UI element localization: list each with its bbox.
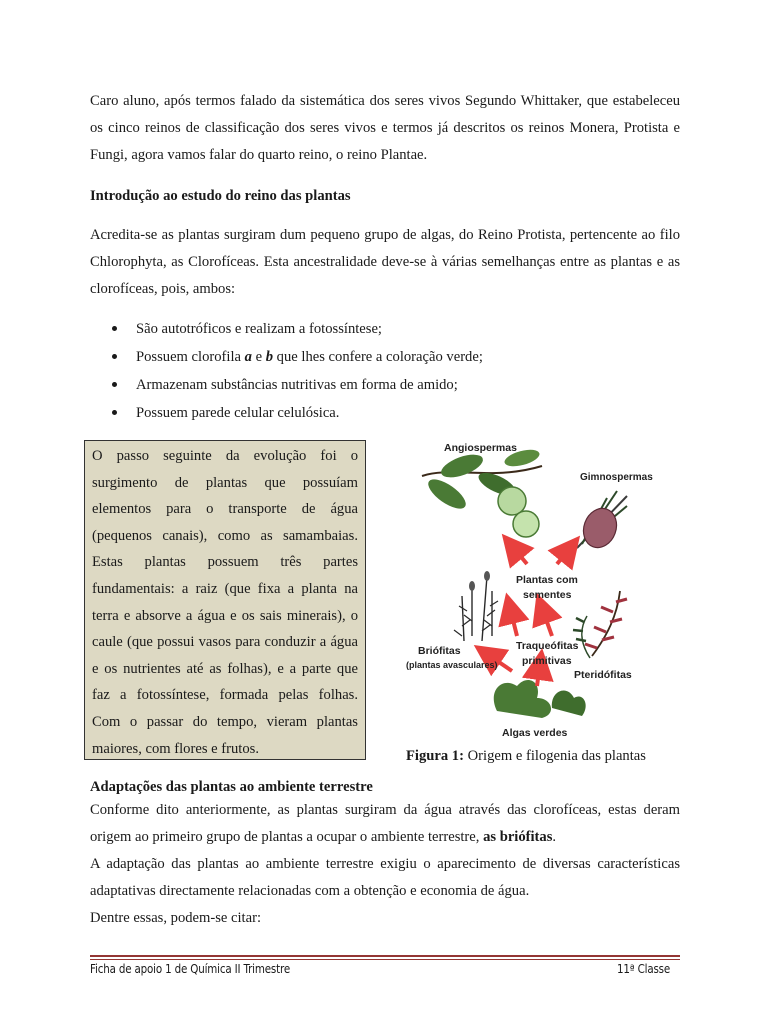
angiosperm-illustration [422, 447, 542, 537]
label-plantas-com: Plantas com [516, 574, 578, 586]
list-item: Armazenam substâncias nutritivas em forma de amido; [90, 374, 680, 402]
footer-title: Ficha de apoio 1 de Química II Trimestre [90, 962, 291, 976]
adaptations-paragraph-1: Conforme dito anteriormente, as plantas surgiram da água através das clorofíceas, estas deram origem ao primeiro grupo de plantas a ocupar o ambiente terrestre, as briófitas. [90, 802, 680, 845]
intro-paragraph: Caro aluno, após termos falado da sistemática dos seres vivos Segundo Whittaker, que estabeleceu os cinco reinos de classificação dos seres vivos e termos já descritos os reinos Monera, Protista e Fungi, agora vamos falar do quarto reino, o reino Plantae. [90, 93, 680, 163]
gymnosperm-illustration [577, 491, 627, 552]
figure-caption: Figura 1: Origem e filogenia das plantas [406, 748, 646, 764]
label-algas-verdes: Algas verdes [502, 727, 568, 739]
similarities-list [90, 318, 680, 430]
evolution-textbox: O passo seguinte da evolução foi o surgimento de plantas que possuíam elementos para o transporte de água (pequenos canais), como as samambaias. Estas plantas possuem três partes fundamentais: a raiz (que fixa a planta na terra e absorve a água e os sais minerais), o caule (que possui vasos para conduzir a água e os nutrientes até as folhas), e a parte que faz a fotossíntese, formada pelas folhas. Com o passar do tempo, vieram plantas maiores, com flores e frutos. [84, 440, 366, 760]
label-plantas-avasculares: (plantas avasculares) [406, 660, 498, 670]
adaptations-paragraph-2: A adaptação das plantas ao ambiente terrestre exigiu o aparecimento de diversas características adaptativas directamente relacionadas com a obtenção e economia de água. [90, 856, 680, 899]
label-briofitas: Briófitas [418, 645, 461, 657]
section-heading-intro: Introdução ao estudo do reino das plantas [90, 188, 351, 204]
list-item: São autotróficos e realizam a fotossíntese; [90, 318, 680, 346]
pteridophyte-illustration [573, 591, 627, 658]
bryophyte-illustration [454, 571, 498, 641]
section-intro-paragraph: Acredita-se as plantas surgiram dum pequeno grupo de algas, do Reino Protista, pertencente ao filo Chlorophyta, as Clorofíceas. Esta ancestralidade deve-se à várias semelhanças entre as plantas e as clorofíceas, pois, ambos: [90, 227, 680, 297]
label-primitivas: primitivas [522, 655, 572, 667]
adaptations-paragraph-3: Dentre essas, podem-se citar: [90, 910, 262, 926]
plant-phylogeny-figure [392, 436, 653, 746]
label-pteridofitas: Pteridófitas [574, 669, 632, 681]
footer-class: 11ª Classe [617, 962, 671, 976]
list-item: Possuem clorofila a e b que lhes confere a coloração verde; [90, 346, 680, 374]
label-gimnospermas: Gimnospermas [580, 472, 653, 483]
footer-rule-thin [90, 959, 680, 960]
green-algae-illustration [494, 680, 586, 718]
section-heading-adaptations: Adaptações das plantas ao ambiente terrestre [90, 779, 373, 795]
footer-rule [90, 955, 680, 957]
label-sementes: sementes [523, 589, 572, 601]
label-traqueofitas: Traqueófitas [516, 640, 579, 652]
label-angiospermas: Angiospermas [444, 442, 517, 454]
list-item: Possuem parede celular celulósica. [90, 402, 680, 430]
